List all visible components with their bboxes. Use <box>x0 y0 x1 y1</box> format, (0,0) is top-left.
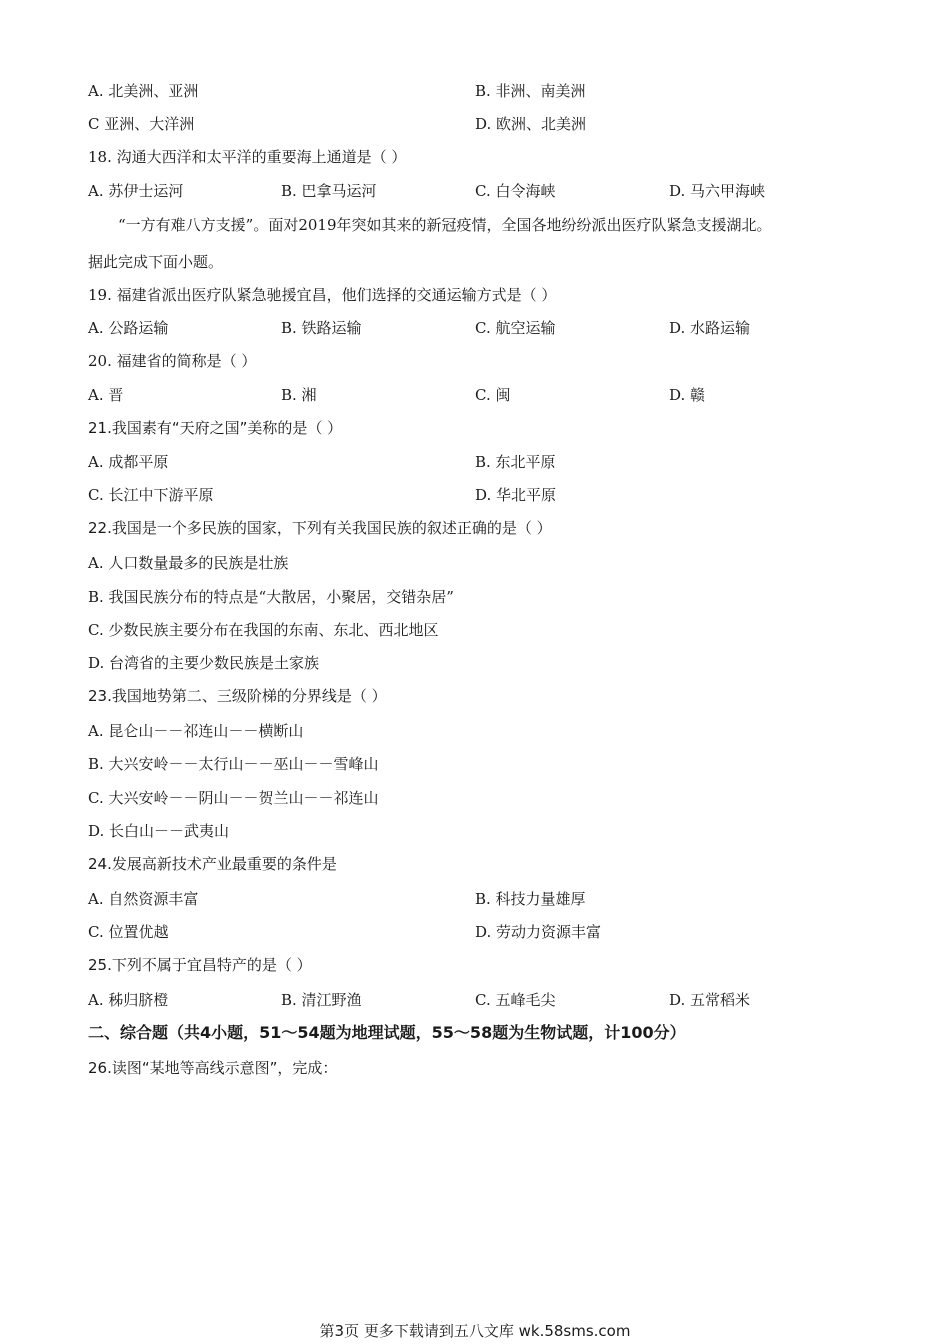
q19-option-b: B. 铁路运输 <box>281 319 362 337</box>
q17-option-b: B. 非洲、南美洲 <box>475 82 586 100</box>
section-2-title: 二、综合题（共4小题，51～54题为地理试题，55～58题为生物试题，计100分） <box>88 1023 686 1042</box>
q25-option-c: C. 五峰毛尖 <box>475 991 556 1009</box>
q23-option-b: B. 大兴安岭－－太行山－－巫山－－雪峰山 <box>88 755 379 773</box>
q18-option-a: A. 苏伊士运河 <box>88 182 184 200</box>
q24-option-d: D. 劳动力资源丰富 <box>475 923 602 941</box>
q20-option-d: D. 赣 <box>669 386 706 404</box>
q18-option-c: C. 白令海峡 <box>475 182 556 200</box>
q25-option-b: B. 清江野渔 <box>281 991 362 1009</box>
q21-stem: 21.我国素有“天府之国”美称的是（ ） <box>88 419 343 437</box>
q24-option-b: B. 科技力量雄厚 <box>475 890 586 908</box>
q24-stem: 24.发展高新技术产业最重要的条件是 <box>88 855 337 873</box>
q21-option-a: A. 成都平原 <box>88 453 169 471</box>
q18-option-b: B. 巴拿马运河 <box>281 182 377 200</box>
q21-option-d: D. 华北平原 <box>475 486 557 504</box>
q20-option-b: B. 湘 <box>281 386 317 404</box>
q20-option-a: A. 晋 <box>88 386 124 404</box>
q23-option-a: A. 昆仑山－－祁连山－－横断山 <box>88 722 304 740</box>
q19-stem: 19. 福建省派出医疗队紧急驰援宜昌，他们选择的交通运输方式是（ ） <box>88 286 557 304</box>
q20-stem: 20. 福建省的简称是（ ） <box>88 352 257 370</box>
q26-stem: 26.读图“某地等高线示意图”，完成： <box>88 1059 338 1077</box>
q23-option-c: C. 大兴安岭－－阴山－－贺兰山－－祁连山 <box>88 789 379 807</box>
q21-option-c: C. 长江中下游平原 <box>88 486 214 504</box>
q21-option-b: B. 东北平原 <box>475 453 556 471</box>
q25-stem: 25.下列不属于宜昌特产的是（ ） <box>88 956 312 974</box>
q18-option-d: D. 马六甲海峡 <box>669 182 766 200</box>
q23-option-d: D. 长白山－－武夷山 <box>88 822 230 840</box>
q22-option-d: D. 台湾省的主要少数民族是土家族 <box>88 654 320 672</box>
q25-option-d: D. 五常稻米 <box>669 991 751 1009</box>
q23-stem: 23.我国地势第二、三级阶梯的分界线是（ ） <box>88 687 387 705</box>
q22-stem: 22.我国是一个多民族的国家，下列有关我国民族的叙述正确的是（ ） <box>88 519 552 537</box>
q20-option-c: C. 闽 <box>475 386 511 404</box>
passage-line-1: “一方有难八方支援”。面对2019年突如其来的新冠疫情，全国各地纷纷派出医疗队紧急支援湖北。 <box>118 216 772 234</box>
q22-option-c: C. 少数民族主要分布在我国的东南、东北、西北地区 <box>88 621 439 639</box>
q24-option-c: C. 位置优越 <box>88 923 169 941</box>
q19-option-d: D. 水路运输 <box>669 319 751 337</box>
q17-option-c: C 亚洲、大洋洲 <box>88 115 195 133</box>
q22-option-a: A. 人口数量最多的民族是壮族 <box>88 554 289 572</box>
q19-option-c: C. 航空运输 <box>475 319 556 337</box>
q22-option-b: B. 我国民族分布的特点是“大散居，小聚居，交错杂居” <box>88 588 454 606</box>
q24-option-a: A. 自然资源丰富 <box>88 890 199 908</box>
q18-stem: 18. 沟通大西洋和太平洋的重要海上通道是（ ） <box>88 148 407 166</box>
q25-option-a: A. 秭归脐橙 <box>88 991 169 1009</box>
page-footer: 第3页 更多下载请到五八文库 wk.58sms.com <box>319 1322 631 1340</box>
q17-option-a: A. 北美洲、亚洲 <box>88 82 199 100</box>
q17-option-d: D. 欧洲、北美洲 <box>475 115 587 133</box>
q19-option-a: A. 公路运输 <box>88 319 169 337</box>
passage-line-2: 据此完成下面小题。 <box>88 253 224 271</box>
